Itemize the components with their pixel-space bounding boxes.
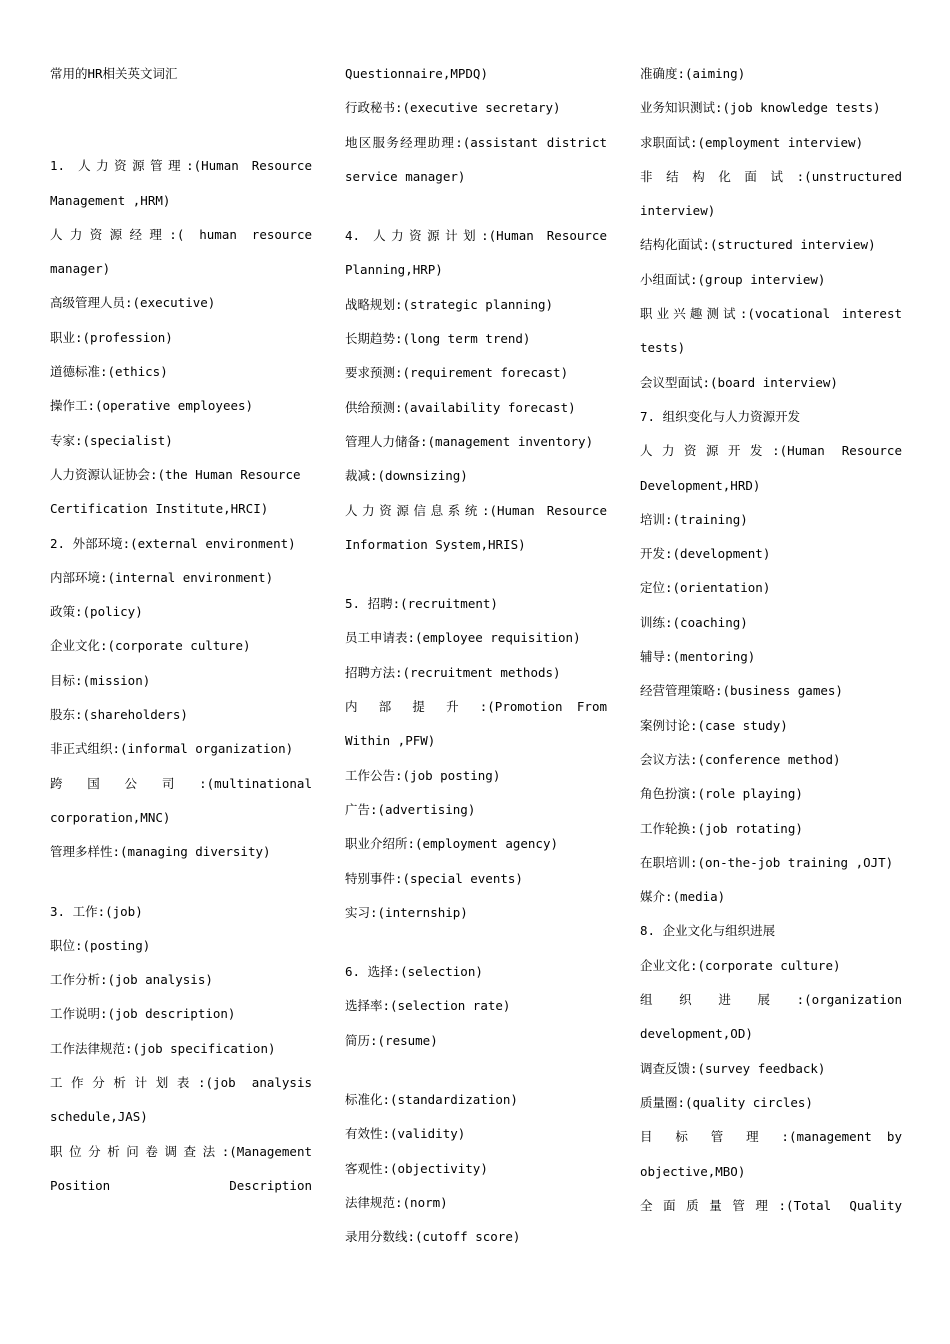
glossary-line: 组 织 进 展 :(organization: [640, 992, 902, 1008]
glossary-line: 人力资源信息系统:(Human Resource: [345, 502, 607, 518]
spacer: [345, 1061, 607, 1086]
glossary-line: 专家:(specialist): [50, 432, 173, 448]
glossary-line: 政策:(policy): [50, 604, 143, 620]
glossary-line: 实习:(internship): [345, 904, 468, 920]
glossary-line: 内部环境:(internal environment): [50, 569, 274, 585]
glossary-line: 职业介绍所:(employment agency): [345, 836, 559, 852]
glossary-line: 广告:(advertising): [345, 801, 476, 817]
glossary-line: service manager): [345, 168, 466, 184]
glossary-line: 高级管理人员:(executive): [50, 295, 216, 311]
glossary-line: 全面质量管理:(Total Quality: [640, 1197, 902, 1213]
glossary-line: 调查反馈:(survey feedback): [640, 1060, 826, 1076]
glossary-line: 招聘方法:(recruitment methods): [345, 664, 561, 680]
glossary-line: 工作公告:(job posting): [345, 767, 501, 783]
glossary-line: 辅导:(mentoring): [640, 649, 756, 665]
glossary-line: 客观性:(objectivity): [345, 1160, 488, 1176]
glossary-line: 职位分析问卷调查法:(Management: [50, 1143, 312, 1159]
glossary-line: Certification Institute,HRCI): [50, 501, 269, 517]
glossary-line: 训练:(coaching): [640, 614, 748, 630]
glossary-line: 人力资源认证协会:(the Human Resource: [50, 466, 301, 482]
glossary-line: 7. 组织变化与人力资源开发: [640, 408, 801, 424]
spacer: [50, 873, 312, 898]
spacer: [345, 933, 607, 958]
glossary-line: 长期趋势:(long term trend): [345, 331, 531, 347]
document-title: 常用的HR相关英文词汇: [50, 66, 178, 81]
glossary-line: 管理人力储备:(management inventory): [345, 433, 594, 449]
glossary-line: Questionnaire,MPDQ): [345, 66, 488, 81]
glossary-line: 工作法律规范:(job specification): [50, 1040, 276, 1056]
glossary-line: 媒介:(media): [640, 889, 726, 905]
glossary-line: 管理多样性:(managing diversity): [50, 844, 271, 860]
glossary-line: development,OD): [640, 1026, 753, 1042]
glossary-line: 角色扮演:(role playing): [640, 786, 803, 802]
column-3: [640, 60, 902, 1226]
glossary-line: 会议方法:(conference method): [640, 751, 841, 767]
glossary-line: 要求预测:(requirement forecast): [345, 365, 569, 381]
glossary-line: Management ,HRM): [50, 192, 171, 208]
glossary-line: 工作分析计划表:(job analysis: [50, 1075, 312, 1091]
glossary-line: 人力资源经理:( human resource: [50, 226, 312, 242]
glossary-line: 非正式组织:(informal organization): [50, 741, 294, 757]
glossary-line: 开发:(development): [640, 546, 771, 562]
glossary-line: 战略规划:(strategic planning): [345, 296, 554, 312]
glossary-line: 道德标准:(ethics): [50, 364, 168, 380]
glossary-line: 5. 招聘:(recruitment): [345, 596, 498, 612]
glossary-line: Within ,PFW): [345, 733, 436, 749]
glossary-line: 2. 外部环境:(external environment): [50, 535, 296, 551]
glossary-line: 供给预测:(availability forecast): [345, 399, 576, 415]
column-2: [345, 60, 607, 1258]
glossary-line: Planning,HRP): [345, 262, 443, 278]
glossary-line: tests): [640, 340, 686, 356]
glossary-line: 人力资源开发:(Human Resource: [640, 443, 902, 459]
glossary-line: 结构化面试:(structured interview): [640, 237, 876, 253]
glossary-line: 操作工:(operative employees): [50, 398, 254, 414]
glossary-line: 企业文化:(corporate culture): [50, 638, 251, 654]
column-1: [50, 60, 312, 1206]
glossary-line: 在职培训:(on-the-job training ,OJT): [640, 854, 894, 870]
glossary-line: 4. 人力资源计划:(Human Resource: [345, 228, 607, 244]
glossary-line: 工作分析:(job analysis): [50, 972, 213, 988]
glossary-line: 特别事件:(special events): [345, 870, 523, 886]
glossary-line: 目标:(mission): [50, 672, 151, 688]
glossary-line: 简历:(resume): [345, 1032, 438, 1048]
glossary-line: Development,HRD): [640, 477, 761, 493]
glossary-line: 职位:(posting): [50, 937, 151, 953]
glossary-line: 求职面试:(employment interview): [640, 134, 864, 150]
glossary-line: 法律规范:(norm): [345, 1194, 448, 1210]
glossary-line: 工作说明:(job description): [50, 1006, 236, 1022]
glossary-line: 股东:(shareholders): [50, 707, 188, 723]
spacer: [345, 565, 607, 590]
glossary-line: schedule,JAS): [50, 1109, 148, 1125]
glossary-line: 业务知识测试:(job knowledge tests): [640, 100, 881, 116]
glossary-line: 企业文化:(corporate culture): [640, 957, 841, 973]
glossary-line: 准确度:(aiming): [640, 66, 746, 81]
glossary-line: 标准化:(standardization): [345, 1092, 518, 1108]
glossary-line: 地区服务经理助理:(assistant district: [345, 134, 607, 150]
glossary-line: 培训:(training): [640, 511, 748, 527]
glossary-line: 职业:(profession): [50, 329, 173, 345]
glossary-line: objective,MBO): [640, 1163, 746, 1179]
glossary-line: 6. 选择:(selection): [345, 964, 483, 980]
glossary-line: manager): [50, 261, 111, 277]
glossary-line: 定位:(orientation): [640, 580, 771, 596]
glossary-line: 质量圈:(quality circles): [640, 1094, 813, 1110]
glossary-line: 小组面试:(group interview): [640, 271, 826, 287]
glossary-line: 会议型面试:(board interview): [640, 374, 838, 390]
glossary-line: 选择率:(selection rate): [345, 998, 511, 1014]
glossary-line: interview): [640, 203, 716, 219]
glossary-line: corporation,MNC): [50, 809, 171, 825]
spacer: [345, 197, 607, 222]
glossary-line: 经营管理策略:(business games): [640, 683, 843, 699]
spacer: [50, 94, 312, 152]
glossary-line: 目 标 管 理 :(management by: [640, 1129, 902, 1145]
glossary-line: Information System,HRIS): [345, 536, 526, 552]
glossary-line: 裁减:(downsizing): [345, 468, 468, 484]
glossary-line: 有效性:(validity): [345, 1126, 466, 1142]
glossary-line: 员工申请表:(employee requisition): [345, 630, 581, 646]
glossary-line: 录用分数线:(cutoff score): [345, 1229, 521, 1245]
glossary-line: Position Description: [50, 1177, 312, 1193]
glossary-line: 非 结 构 化 面 试 :(unstructured: [640, 168, 902, 184]
glossary-line: 案例讨论:(case study): [640, 717, 788, 733]
glossary-line: 工作轮换:(job rotating): [640, 820, 803, 836]
glossary-line: 跨 国 公 司 :(multinational: [50, 775, 312, 791]
glossary-line: 3. 工作:(job): [50, 903, 143, 919]
glossary-line: 8. 企业文化与组织进展: [640, 923, 776, 939]
glossary-line: 1. 人力资源管理:(Human Resource: [50, 158, 312, 174]
glossary-line: 行政秘书:(executive secretary): [345, 100, 561, 116]
glossary-line: 内 部 提 升 :(Promotion From: [345, 699, 607, 715]
glossary-line: 职业兴趣测试:(vocational interest: [640, 306, 902, 322]
